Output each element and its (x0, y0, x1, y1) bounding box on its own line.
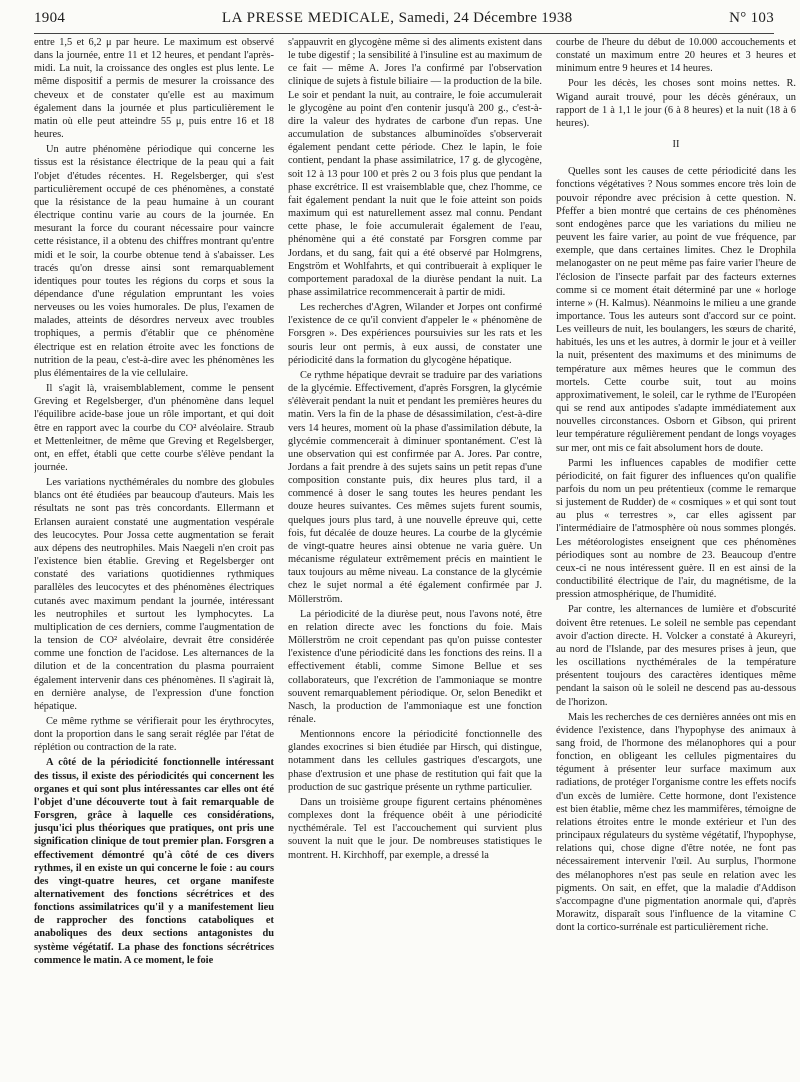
column-middle (288, 36, 542, 1072)
paragraph: Les recherches d'Agren, Wilander et Jorpes ont confirmé l'existence de ce qu'il convient d'appeler le « phénomène de Forsgren ». Des expériences poursuivies sur les rats et les souris leur ont permis, à eux aussi, de constater une périodicité dans la formation du glycogène hépatique. (288, 302, 542, 366)
paragraph: Il s'agit là, vraisemblablement, comme le pensent Greving et Regelsberger, d'un phénomène dans lequel l'équilibre acide-base joue un rôle important, et qui doit être en rapport avec la courbe du CO² alvéolaire. Straub et Mettenleitner, de même que Greving et Regelsberger, ont, en effet, établi que cette courbe s'élève pendant la journée. (34, 383, 274, 473)
article-columns (34, 36, 796, 1072)
paragraph: Les variations nycthémérales du nombre des globules blancs ont été étudiées par beaucoup d'auteurs. Mais les résultats ne sont pas très concordants. Ellermann et Erlansen auraient constaté une augmentation vespérale des leucocytes. Pour Jossa cette augmentation se ferait aux dépens des neutrophiles. Mais Naegeli n'en croit pas l'existence bien établie. Greving et Regelsberger ont constaté des variations quotidiennes rythmiques parallèles des leucocytes et des phénomènes électriques cutanés avec maximum pendant la journée, intéressant les neutrophiles et surtout les lymphocytes. La multiplication de ces derniers, comme l'augmentation de la tension de CO² alvéolaire, devrait être considérée comme une fonction de l'acidose. Les alternances de la dilution et de la concentration du plasma pourraient également intervenir dans ces phénomènes. Il s'agirait là, en dernière analyse, de l'expression d'une fonction hépatique. (34, 477, 274, 712)
page-header (34, 4, 774, 32)
column-right (556, 36, 796, 1072)
paragraph: courbe de l'heure du début de 10.000 accouchements et constaté un maximum entre 20 heures et 3 heures et minimum entre 9 heures et 14 heures. (556, 37, 796, 75)
paragraph: Un autre phénomène périodique qui concerne les tissus est la résistance électrique de la peau qui a fait l'objet d'études récentes. H. Regelsberger, qui s'est particulièrement occupé de ces phénomènes, a constaté que la résistance de la peau humaine à un courant électrique continu varie au cours de la journée. En mesurant la force du courant nécessaire pour vaincre cette résistance, il a obtenu des chiffres montrant qu'entre midi et le soir, la courbe obtenue tend à s'abaisser. Les tracés qu'on dresse ainsi sont remarquablement identiques pour toutes les régions du corps et sous la dépendance d'une régulation empruntant les voies nerveuses ou les voies humorales. De plus, l'examen de malades, atteints de désordres nerveux avec troubles trophiques, a permis d'établir que ce phénomène électrique est en relation étroite avec les fonctions de nutrition de la peau, c'est-à-dire avec les phénomènes les plus élémentaires de la vie cellulaire. (34, 144, 274, 379)
paragraph: Ce même rythme se vérifierait pour les érythrocytes, dont la proportion dans le sang serait réglée par l'état de réplétion ou contraction de la rate. (34, 715, 274, 754)
paragraph: Mais les recherches de ces dernières années ont mis en évidence l'existence, dans l'hypophyse des animaux à sang froid, de l'hormone des mélanophores qui a pour fonction, en obligeant les cellules pigmentaires du tégument à présenter leur surface maximum aux radiations, de protéger l'organisme contre les effets nocifs d'un excès de lumière. Cette hormone, dont l'existence est bien établie, même chez les mammifères, témoigne de relations étroites entre le monde extérieur et l'un des principaux régulateurs du système végétatif, l'hypophyse, relations qui, chose digne d'être notée, ne font pas nécessairement intervenir l'œil. Au surplus, l'hormone des mélanophores n'est pas seule en relation avec les pigments. On sait, en effet, que la maladie d'Addison s'accompagne d'une pigmentation anormale qui, d'après Morawitz, disparaît sous l'influence de la vitamine C dont la cortico-surrénale est particulièrement riche. (556, 711, 796, 934)
paragraph: A côté de la périodicité fonctionnelle intéressant des tissus, il existe des périodicités qui concernent les organes et qui sont plus intéressantes car elles ont été l'objet d'une découverte tout à fait remarquable de Forsgren, grâce à laquelle ces considérations, jusqu'ici plus théoriques que pratiques, ont pris une signification clinique de tout premier plan. Forsgren a effectivement démontré qu'à côté de ces divers rythmes, il en existe un qui concerne le foie : au cours des vingt-quatre heures, cet organe manifeste alternativement des fonctions sécrétrices et des fonctions assimilatrices qu'il y a manifestement lieu de rapprocher des fonctions cataboliques et anaboliques des deux sections antagonistes du système végétatif. La phase des fonctions sécrétrices commence le matin. A ce moment, le foie (34, 757, 274, 966)
paragraph: Par contre, les alternances de lumière et d'obscurité doivent être retenues. Le soleil ne semble pas cependant avoir d'action directe. H. Volcker a constaté à Akureyri, au nord de l'Islande, par des mesures prises à jeun, que les oscillations nycthémérales de la température présentent toujours des caractères identiques même pendant la saison où le soleil ne descend pas au-dessous de l'horizon. (556, 604, 796, 708)
paragraph: Mentionnons encore la périodicité fonctionnelle des glandes exocrines si bien étudiée par Hirsch, qui distingue, notamment dans les cellules gastriques d'escargots, une phase d'extrusion et une phase de restitution qui fait que la production de suc gastrique présente un rythme particulier. (288, 729, 542, 793)
paragraph: Ce rythme hépatique devrait se traduire par des variations de la glycémie. Effectivement, d'après Forsgren, la glycémie s'élèverait pendant la nuit et pendant les premières heures du matin. Vers la fin de la phase de désassimilation, c'est-à-dire vers 14 heures, moment où la phase d'assimilation débute, la glycémie commencerait à diminuer spontanément. C'est là une observation qui est confirmée par A. Jores. Par contre, Jordans a fait prendre à des sujets sains un petit repas d'une composition constante puis, dix heures plus tard, il a commencé à doser le sang toutes les heures pendant les douze heures suivantes. Ces mêmes sujets furent soumis, quelques jours plus tard, à une nouvelle épreuve qui, cette fois, fut décalée de douze heures. La courbe de la glycémie de vingt-quatre heures ainsi obtenue ne varia guère. Un mécanisme régulateur extrêmement précis en maintient le taux toujours au même niveau. La constance de la glycémie chez le sujet normal a été également confirmée par J. Möllerström. (288, 369, 542, 605)
paragraph: Quelles sont les causes de cette périodicité dans les fonctions végétatives ? Nous sommes encore très loin de pouvoir répondre avec précision à cette question. N. Pfeffer a bien montré que certains de ces phénomènes sont endogènes parce que les variations du milieu ne peuvent les faire varier, au point de vue fréquence, par exemple, que dans certaines limites. Chez le Drophila melanogaster on ne peut même pas faire varier l'heure de l'éclosion de l'insecte parfait par des facteurs externes comme si ce moment était déterminé par une « horloge interne » (H. Kalmus). Néanmoins le milieu a une grande importance. Tous les auteurs sont d'accord sur ce point. Les veilleurs de nuit, les boulangers, les sœurs de charité, habitués, les uns et les autres, à dormir le jour et à veiller la nuit, présentent des maximums et des minimums de température aux mêmes heures que le commun des mortels. Cette courbe suit, tout au moins approximativement, le soleil, car le rythme de l'Européen qui se rend aux antipodes s'adapte immédiatement aux nouvelles circonstances. Osborn et Gibson, qui prirent leur température régulièrement pendant de longs voyages sur mer, ont mis ce fait absolument hors de doute. (556, 166, 796, 454)
paragraph: s'appauvrit en glycogène même si des aliments existent dans le tube digestif ; la sensibilité à l'insuline est au maximum de ce fait — même A. Jores l'a confirmé par l'observation clinique de sujets à fistule biliaire — la production de la bile. Le soir et pendant la nuit, au contraire, le foie accumulerait le glycogène au point d'en contenir jusqu'à 200 g., c'est-à-dire la valeur des hydrates de carbone d'un repas. Une accumulation de substances albuminoïdes s'observerait également pendant cette période. Chez le lapin, le foie contient, pendant la phase assimilatrice, 17 g. de glycogène, soit 12 à 13 pour 100 et près 2 ou 3 fois plus que pendant la phase excrétrice. Il est vraisemblable que, chez l'homme, ce fait également pendant la nuit que le foie atteint son poids maximum qui est naturellement assez mal connu. Pendant cette phase, le foie accumulerait également de l'eau, phénomène qui a été constaté par Forsgren comme par Jordans, et du sang, fait qui a été observé par Holmgrens, Engström et Wohlfahrts, et qui contribuerait à expliquer le comportement paradoxal de la diurèse pendant la nuit. La phase assimilatrice recommencerait à partir de midi. (288, 37, 542, 298)
header-rule (34, 33, 774, 34)
column-left (34, 36, 274, 1072)
section-numeral: II (672, 139, 680, 151)
issue-number: N° 103 (729, 9, 774, 26)
paragraph: Pour les décès, les choses sont moins nettes. R. Wigand aurait trouvé, pour les décès généraux, un rapport de 1 à 1,1 le jour (6 à 8 heures) et la nuit (18 à 6 heures). (556, 78, 796, 129)
paragraph: Dans un troisième groupe figurent certains phénomènes complexes dont la fréquence obéit à une périodicité nycthémérale. Tel est l'accouchement qui survient plus souvent la nuit que le jour. De nombreuses statistiques le montrent. H. Kirchhoff, par exemple, a dressé la (288, 796, 542, 861)
issue-date: Samedi, 24 Décembre 1938 (398, 9, 573, 26)
paragraph: Parmi les influences capables de modifier cette périodicité, on fait figurer des influences qu'on qualifie parfois du nom un peu prétentieux (comme le remarque si justement de Rudder) de « cosmiques » et qui sont tout au plus « terrestres », car elles agissent par l'intermédiaire de l'atmosphère où nous sommes plongés. Les météorologistes enseignent que ces phénomènes périodiques sont au nombre de 23. Beaucoup d'entre ceux-ci ne nous intéressent guère. Il en est ainsi de la conductibilité électrique de l'air, du magnétisme, de la pression atmosphérique, de l'humidité. (556, 457, 796, 601)
masthead (222, 10, 573, 27)
page-number: 1904 (34, 9, 66, 26)
publication-title: LA PRESSE MEDICALE, (221, 9, 395, 26)
paragraph: La périodicité de la diurèse peut, nous l'avons noté, être en relation directe avec les fonctions du foie. Mais Möllerström ne croit cependant pas qu'on puisse contester l'existence d'une périodicité dans les fonctions des reins. Il a effectivement établi, comme Simone Bellue et ses collaborateurs, que l'excrétion de l'ammoniaque se montre souvent remarquablement périodique. Or, selon Benedikt et Nasch, la production de l'ammoniaque est une fonction rénale. (288, 608, 542, 725)
paragraph: entre 1,5 et 6,2 μ par heure. Le maximum est observé dans la journée, entre 11 et 12 heures, et pendant l'après-midi. La nuit, la croissance des ongles est plus lente. Le même dispositif a permis de mesurer la croissance des cheveux et de constater qu'elle est au maximum également dans la journée et plus particulièrement le matin où elle peut atteindre 55 μ, puis entre 16 et 18 heures. (34, 37, 274, 141)
